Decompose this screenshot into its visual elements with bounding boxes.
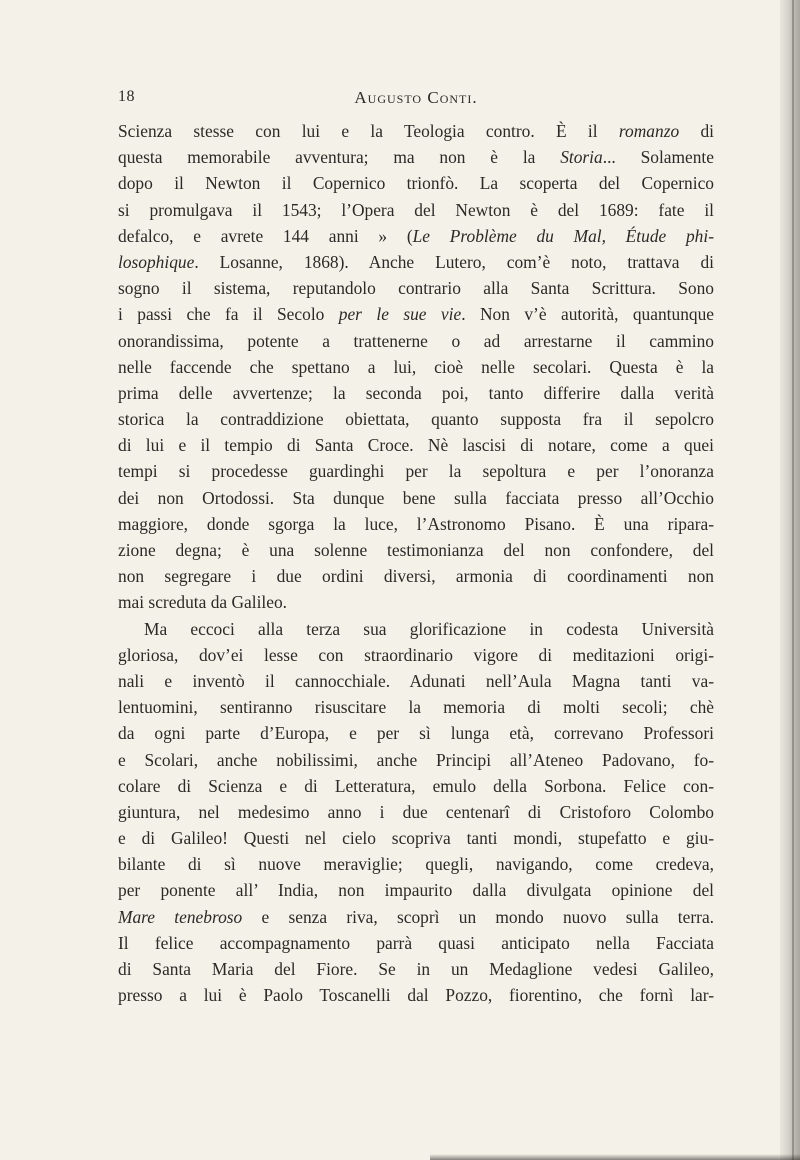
- italic-run: losophique: [118, 251, 195, 272]
- page-edge-line: [792, 0, 794, 1160]
- text-line: [118, 354, 714, 380]
- text-run: maggiore, donde sgorga la luce, l’Astronomo Pisano. È una ripara-: [118, 513, 714, 534]
- text-line: [118, 773, 714, 799]
- text-line: [118, 249, 714, 275]
- italic-run: romanzo: [618, 121, 680, 141]
- text-line: [118, 118, 714, 144]
- text-line: [118, 328, 714, 354]
- text-run: sogno il sistema, reputandolo contrario alla Santa Scrittura. Sono: [118, 278, 714, 299]
- text-line: [118, 825, 714, 851]
- text-run: per ponente all’ India, non impaurito dalla divulgata opinione del: [118, 880, 714, 901]
- text-run: Scienza stesse con lui e la Teologia contro. È il: [118, 121, 619, 141]
- text-line: [118, 616, 714, 642]
- text-run: bilante di sì nuove meraviglie; quegli, navigando, come credeva,: [118, 854, 714, 875]
- text-run: Il felice accompagnamento parrà quasi anticipato nella Facciata: [118, 932, 714, 953]
- text-line: [118, 170, 714, 196]
- text-run: e Scolari, anche nobilissimi, anche Principi all’Ateneo Padovano, fo-: [118, 749, 714, 770]
- text-line: [118, 668, 714, 694]
- page-edge-shadow: [780, 0, 800, 1160]
- text-line: [118, 747, 714, 773]
- italic-run: Le Problème du Mal, Étude phi-: [412, 225, 714, 246]
- text-line: [118, 458, 714, 484]
- text-run: Ma eccoci alla terza sua glorificazione in codesta Università: [144, 618, 714, 639]
- text-line: [118, 694, 714, 720]
- text-run: di: [679, 121, 714, 141]
- text-line: [118, 877, 714, 903]
- text-run: prima delle avvertenze; la seconda poi, tanto differire dalla verità: [118, 382, 714, 403]
- text-run: nali e inventò il cannocchiale. Adunati nell’Aula Magna tanti va-: [118, 670, 714, 691]
- text-line: [118, 904, 714, 930]
- text-run: storica la contraddizione obiettata, quanto supposta fra il sepolcro: [118, 409, 714, 430]
- text-run: non segregare i due ordini diversi, armonia di coordinamenti non: [118, 566, 714, 587]
- text-run: dei non Ortodossi. Sta dunque bene sulla facciata presso all’Occhio: [118, 487, 714, 508]
- text-line: [118, 720, 714, 746]
- text-line: [118, 223, 714, 249]
- text-run: zione degna; è una solenne testimonianza del non confondere, del: [118, 540, 714, 560]
- text-line: [118, 432, 714, 458]
- bottom-edge-shadow: [430, 1154, 800, 1160]
- italic-run: Storia: [560, 147, 603, 168]
- text-line: [118, 275, 714, 301]
- text-line: [118, 144, 714, 170]
- text-run: e di Galileo! Questi nel cielo scopriva tanti mondi, stupefatto e giu-: [118, 828, 714, 849]
- text-run: . Non v’è autorità, quantunque: [461, 304, 714, 325]
- text-line: [118, 642, 714, 668]
- text-line: [118, 982, 714, 1008]
- running-head: [118, 88, 714, 112]
- text-line: [118, 799, 714, 825]
- body-text: [118, 118, 714, 1008]
- text-run: si promulgava il 1543; l’Opera del Newton è del 1689: fate il: [118, 199, 714, 220]
- text-run: tempi si procedesse guardinghi per la sepoltura e per l’onoranza: [118, 461, 714, 482]
- text-run: dopo il Newton il Copernico trionfò. La scoperta del Copernico: [118, 173, 714, 194]
- text-run: di lui e il tempio di Santa Croce. Nè lascisi di notare, come a quei: [118, 435, 714, 456]
- italic-run: per le sue vie: [338, 304, 462, 325]
- text-run: ... Solamente: [602, 147, 714, 168]
- text-run: i passi che fa il Secolo: [118, 304, 339, 325]
- page-number: 18: [118, 88, 135, 105]
- text-run: onorandissima, potente a trattenerne o ad arrestarne il cammino: [118, 330, 714, 351]
- text-line: [118, 485, 714, 511]
- text-run: e senza riva, scoprì un mondo nuovo sulla terra.: [242, 906, 714, 927]
- text-run: lentuomini, sentiranno risuscitare la memoria di molti secoli; chè: [118, 697, 714, 718]
- text-run: gloriosa, dov’ei lesse con straordinario vigore di meditazioni origi-: [118, 644, 714, 665]
- text-run: mai screduta da Galileo.: [118, 592, 288, 613]
- text-line: [118, 851, 714, 877]
- text-line: [118, 380, 714, 406]
- text-run: da ogni parte d’Europa, e per sì lunga età, correvano Professori: [118, 723, 714, 744]
- text-run: presso a lui è Paolo Toscanelli dal Pozzo, fiorentino, che fornì lar-: [118, 985, 714, 1006]
- text-line: [118, 537, 714, 563]
- text-line: [118, 956, 714, 982]
- text-run: . Losanne, 1868). Anche Lutero, com’è noto, trattava di: [194, 251, 714, 272]
- text-line: [118, 511, 714, 537]
- text-line: [118, 197, 714, 223]
- text-run: defalco, e avrete 144 anni » (: [118, 225, 413, 246]
- text-run: nelle faccende che spettano a lui, cioè nelle secolari. Questa è la: [118, 356, 714, 377]
- running-title: Augusto Conti.: [354, 88, 478, 107]
- text-line: [118, 589, 714, 615]
- text-line: [118, 930, 714, 956]
- text-run: di Santa Maria del Fiore. Se in un Medaglione vedesi Galileo,: [118, 959, 714, 979]
- text-run: colare di Scienza e di Letteratura, emulo della Sorbona. Felice con-: [118, 775, 714, 796]
- italic-run: Mare tenebroso: [118, 906, 243, 927]
- text-run: giuntura, nel medesimo anno i due centenarî di Cristoforo Colombo: [118, 801, 714, 822]
- text-run: questa memorabile avventura; ma non è la: [118, 147, 561, 168]
- text-line: [118, 563, 714, 589]
- text-line: [118, 406, 714, 432]
- text-line: [118, 301, 714, 327]
